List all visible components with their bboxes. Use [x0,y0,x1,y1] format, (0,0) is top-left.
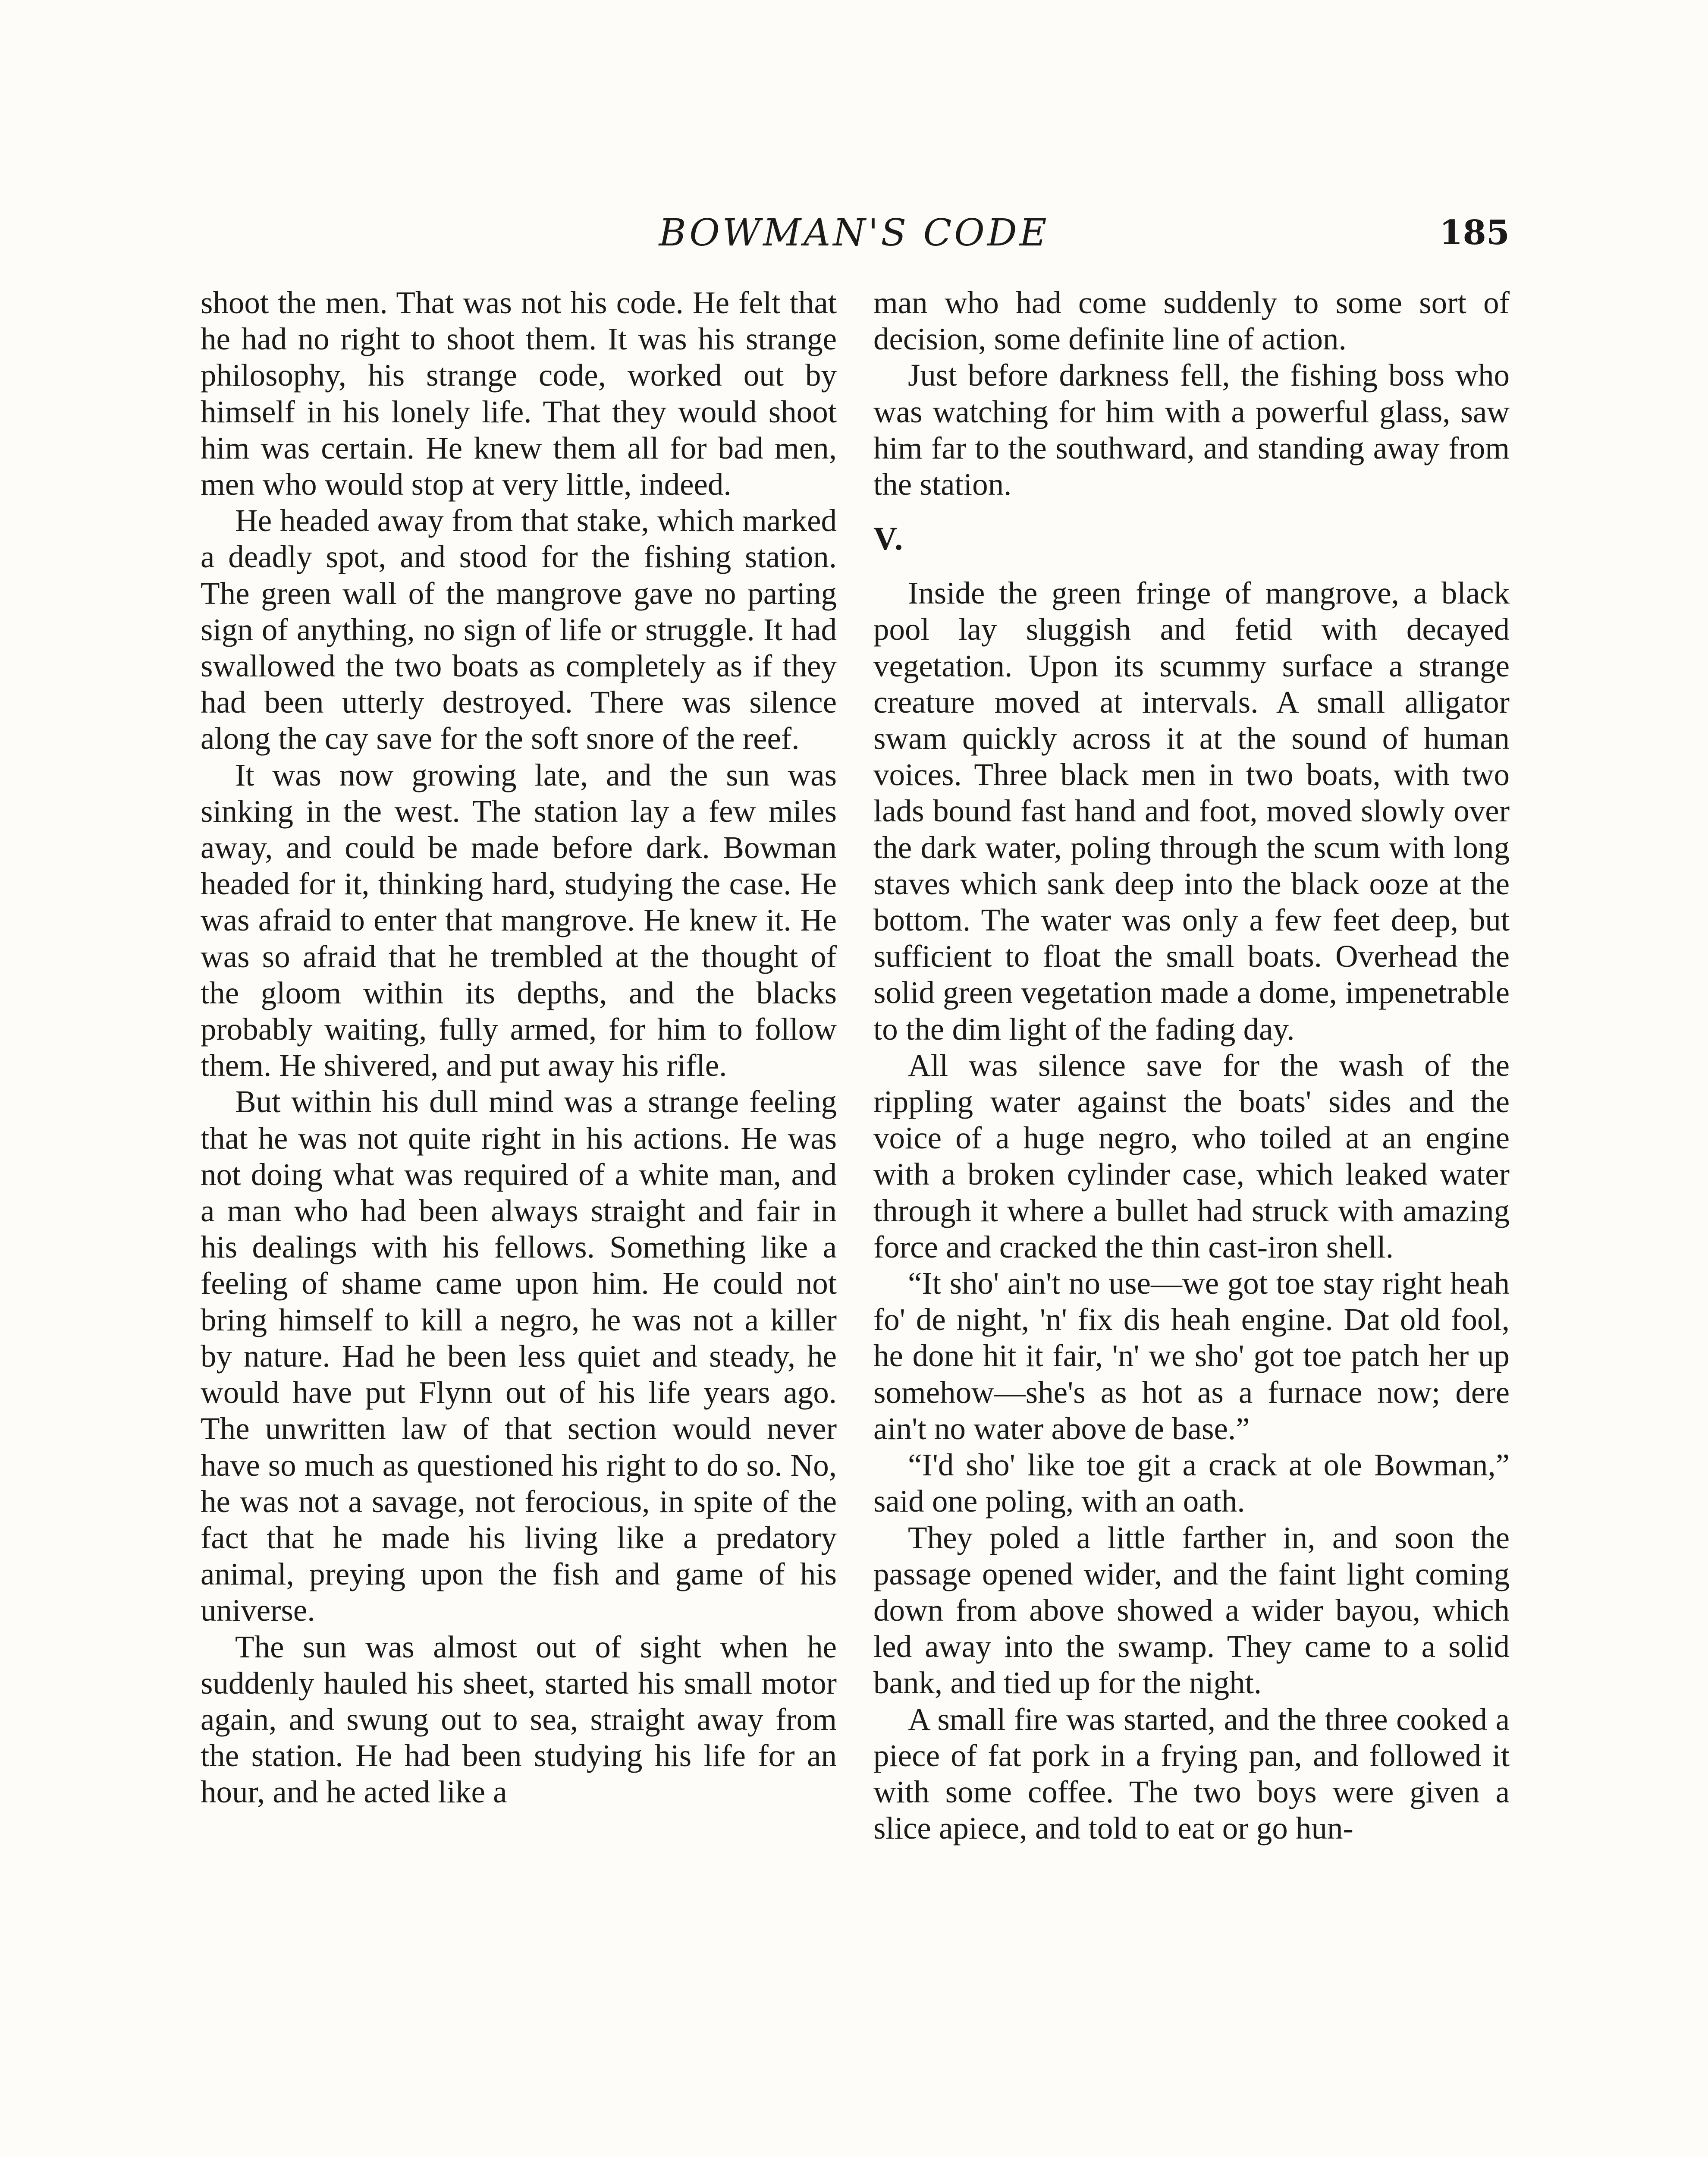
paragraph: Just before darkness fell, the fishing boss who was watching for him with a powerful glass, saw him far to the southward, and standing away from the station. [873,358,1510,502]
paragraph: “I'd sho' like toe git a crack at ole Bowman,” said one poling, with an oath. [873,1447,1510,1519]
section-heading: V. [873,521,905,557]
paragraph: It was now growing late, and the sun was sinking in the west. The station lay a few miles away, and could be made before dark. Bowman headed for it, thinking hard, studying the case. He was afraid to enter that mangrove. He knew it. He was so afraid that he trembled at the thought of the gloom within its depths, and the blacks probably waiting, fully armed, for him to follow them. He shivered, and put away his rifle. [201,757,837,1083]
page-header [198,203,1510,263]
right-column [873,285,1510,1846]
running-title: BOWMAN'S CODE [659,211,1049,255]
page-number: 185 [1439,213,1510,252]
paragraph: A small fire was started, and the three cooked a piece of fat pork in a frying pan, and followed it with some coffee. The two boys were given a slice apiece, and told to eat or go hun- [873,1701,1510,1846]
left-column [201,285,837,1811]
paragraph: Inside the green fringe of mangrove, a black pool lay sluggish and fetid with decayed vegetation. Upon its scummy surface a strange creature moved at intervals. A small alligator swam quickly across it at the sound of human voices. Three black men in two boats, with two lads bound fast hand and foot, moved slowly over the dark water, poling through the scum with long staves which sank deep into the black ooze at the bottom. The water was only a few feet deep, but sufficient to float the small boats. Overhead the solid green vegetation made a dome, impenetrable to the dim light of the fading day. [873,575,1510,1047]
paragraph: He headed away from that stake, which marked a deadly spot, and stood for the fishing station. The green wall of the mangrove gave no parting sign of anything, no sign of life or struggle. It had swallowed the two boats as completely as if they had been utterly destroyed. There was silence along the cay save for the soft snore of the reef. [201,503,837,756]
paragraph: But within his dull mind was a strange feeling that he was not quite right in his actions. He was not doing what was required of a white man, and a man who had been always straight and fair in his dealings with his fellows. Something like a feeling of shame came upon him. He could not bring himself to kill a negro, he was not a killer by nature. Had he been less quiet and steady, he would have put Flynn out of his life years ago. The unwritten law of that section would never have so much as questioned his right to do so. No, he was not a savage, not ferocious, in spite of the fact that he made his living like a predatory animal, preying upon the fish and game of his universe. [201,1084,837,1628]
paragraph: The sun was almost out of sight when he suddenly hauled his sheet, started his small motor again, and swung out to sea, straight away from the station. He had been studying his life for an hour, and he acted like a [201,1629,837,1810]
paragraph: shoot the men. That was not his code. He felt that he had no right to shoot them. It was his strange philosophy, his strange code, worked out by himself in his lonely life. That they would shoot him was certain. He knew them all for bad men, men who would stop at very little, indeed. [201,285,837,502]
paragraph: “It sho' ain't no use—we got toe stay right heah fo' de night, 'n' fix dis heah engine. Dat old fool, he done hit it fair, 'n' we sho' got toe patch her up somehow—she's as hot as a furnace now; dere ain't no water above de base.” [873,1266,1510,1446]
paragraph: They poled a little farther in, and soon the passage opened wider, and the faint light coming down from above showed a wider bayou, which led away into the swamp. They came to a solid bank, and tied up for the night. [873,1520,1510,1701]
paragraph: man who had come suddenly to some sort of decision, some definite line of action. [873,285,1510,357]
paragraph: All was silence save for the wash of the rippling water against the boats' sides and the voice of a huge negro, who toiled at an engine with a broken cylinder case, which leaked water through it where a bullet had struck with amazing force and cracked the thin cast-iron shell. [873,1047,1510,1264]
